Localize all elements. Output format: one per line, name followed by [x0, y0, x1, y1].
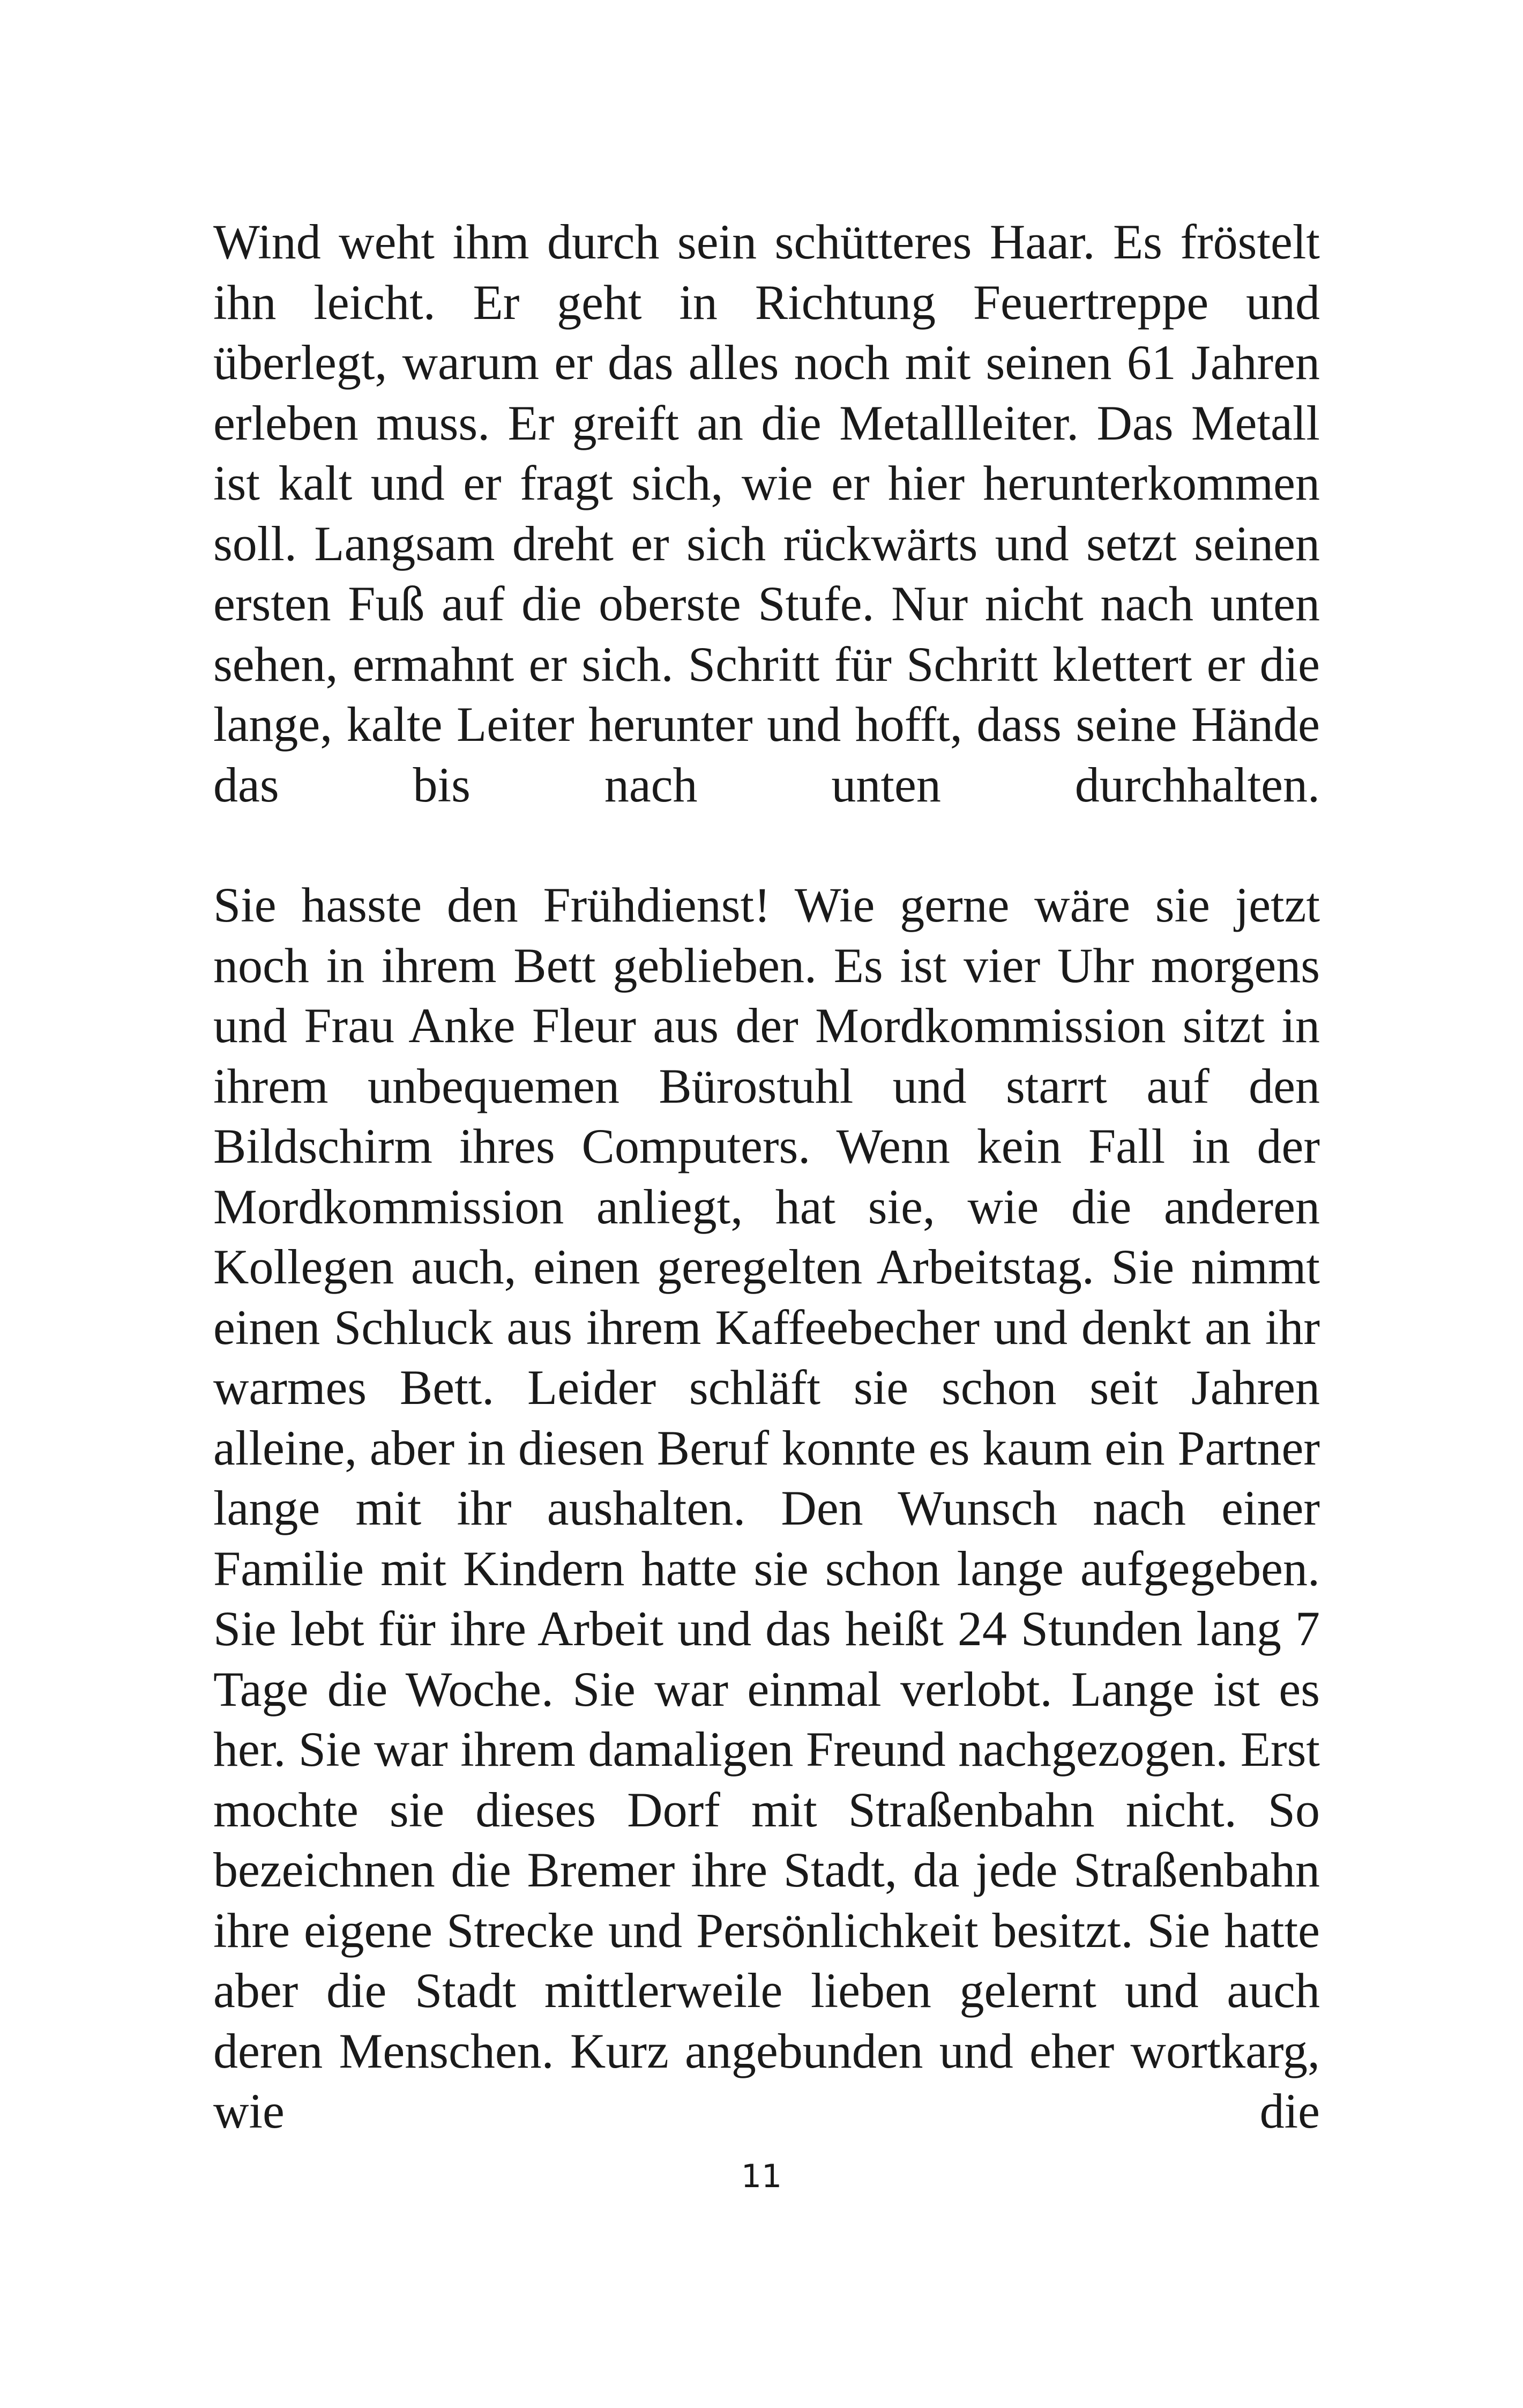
paragraph-1: Wind weht ihm durch sein schütteres Haar. Es fröstelt ihn leicht. Er geht in Richtung Feuertreppe und überlegt, warum er das alles noch mit seinen 61 Jahren erleben muss. Er greift an die Metallleiter. Das Metall ist kalt und er fragt sich, wie er hier herunterkommen soll. Langsam dreht er sich rückwärts und setzt seinen ersten Fuß auf die oberste Stufe. Nur nicht nach unten sehen, ermahnt er sich. Schritt für Schritt klettert er die lange, kalte Leiter herunter und hofft, dass seine Hände das bis nach unten durchhalten. — [213, 214, 1320, 812]
page-number: 11 — [741, 2158, 782, 2195]
paragraph-2: Sie hasste den Frühdienst! Wie gerne wäre sie jetzt noch in ihrem Bett geblieben. Es ist vier Uhr morgens und Frau Anke Fleur aus der Mordkommission sitzt in ihrem unbequemen Bürostuhl und starrt auf den Bildschirm ihres Computers. Wenn kein Fall in der Mordkommission anliegt, hat sie, wie die anderen Kollegen auch, einen geregelten Arbeitstag. Sie nimmt einen Schluck aus ihrem Kaffeebecher und denkt an ihr warmes Bett. Leider schläft sie schon seit Jahren alleine, aber in diesen Beruf konnte es kaum ein Partner lange mit ihr aushalten. Den Wunsch nach einer Familie mit Kindern hatte sie schon lange aufgegeben. Sie lebt für ihre Arbeit und das heißt 24 Stunden lang 7 Tage die Woche. Sie war einmal verlobt. Lange ist es her. Sie war ihrem damaligen Freund nachgezogen. Erst mochte sie dieses Dorf mit Straßenbahn nicht. So bezeichnen die Bremer ihre Stadt, da jede Straßenbahn ihre eigene Strecke und Persönlichkeit besitzt. Sie hatte aber die Stadt mittlerweile lieben gelernt und auch deren Menschen. Kurz angebunden und eher wortkarg, wie die — [213, 878, 1320, 2138]
body-text — [213, 212, 1320, 2142]
